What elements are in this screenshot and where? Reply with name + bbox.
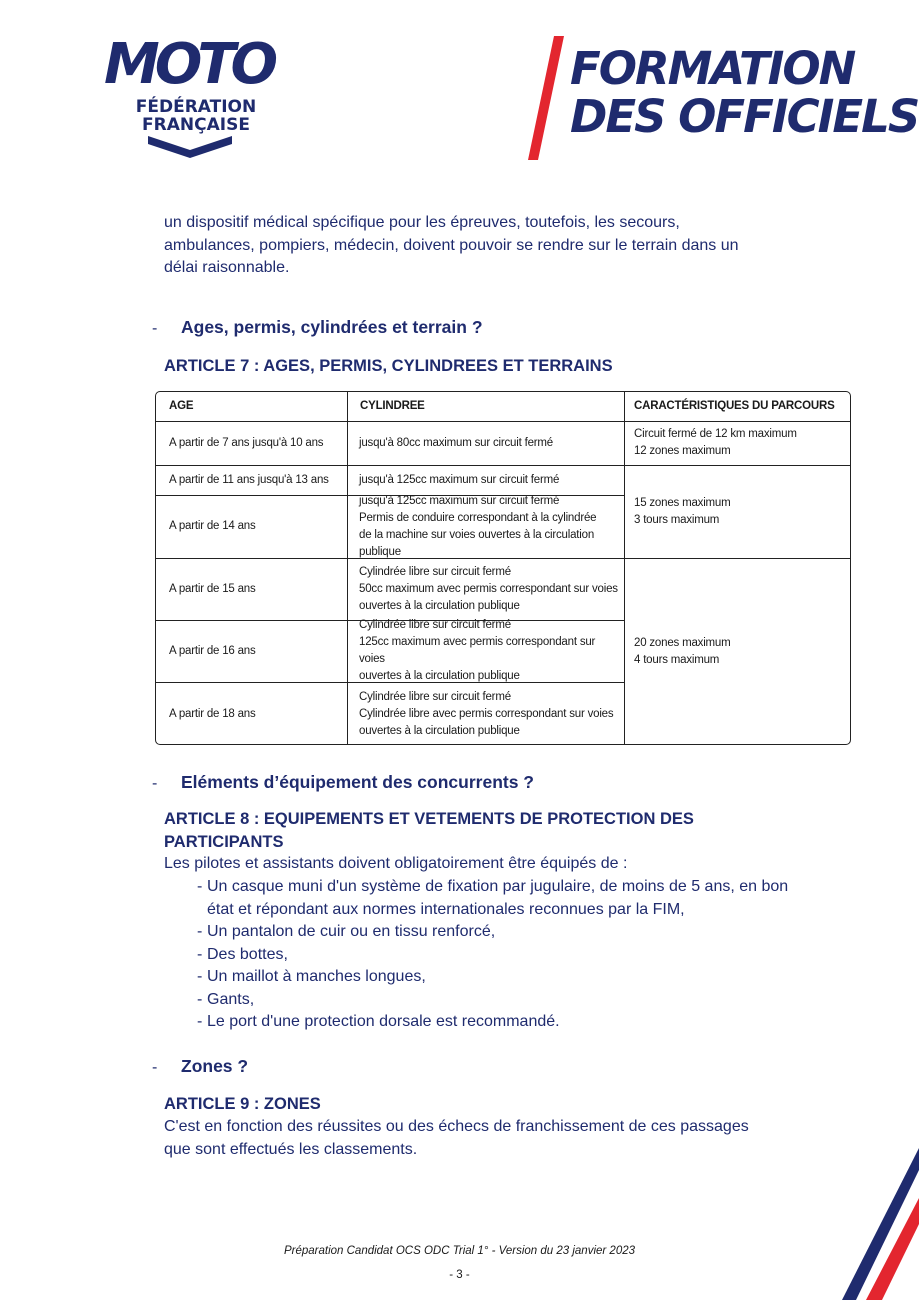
article-8-title-line: ARTICLE 8 : EQUIPEMENTS ET VETEMENTS DE PROTECTION DES xyxy=(164,810,694,828)
equipement-intro: Les pilotes et assistants doivent obligatoirement être équipés de : xyxy=(164,855,628,872)
list-item: - Des bottes, xyxy=(197,944,817,967)
question-text: Zones ? xyxy=(181,1056,249,1076)
logo-chevron-icon xyxy=(148,136,232,158)
cylindree-line: jusqu'à 125cc maximum sur circuit fermé xyxy=(359,473,560,486)
article-8-title xyxy=(164,808,804,853)
cylindree-line: Cylindrée libre sur circuit fermé xyxy=(359,565,511,578)
equipement-list xyxy=(197,876,817,1034)
cylindree-line: jusqu'à 80cc maximum sur circuit fermé xyxy=(359,436,553,449)
logo-officiels-text: DES OFFICIELS xyxy=(570,90,919,143)
question-text: Ages, permis, cylindrées et terrain ? xyxy=(181,317,483,337)
ffm-logo xyxy=(104,34,276,158)
cylindree-line: ouvertes à la circulation publique xyxy=(359,724,520,737)
parcours-cell xyxy=(624,558,851,745)
corner-stripes-icon xyxy=(840,1148,919,1300)
section-question-zones xyxy=(152,1056,248,1077)
zones-paragraph xyxy=(164,1116,824,1161)
list-item: - Le port d'une protection dorsale est recommandé. xyxy=(197,1011,817,1034)
cylindree-line: ouvertes à la circulation publique xyxy=(359,670,520,682)
section-question-equipement xyxy=(152,772,534,793)
cylindree-cell xyxy=(347,620,624,682)
cylindree-cell xyxy=(347,465,624,495)
intro-line: un dispositif médical spécifique pour les épreuves, toutefois, les secours, xyxy=(164,214,680,231)
parcours-cell xyxy=(624,465,851,558)
header-cylindree: CYLINDREE xyxy=(360,400,425,412)
ages-permis-table xyxy=(155,391,851,745)
article-8-title-line: PARTICIPANTS xyxy=(164,832,284,851)
parcours-line: 20 zones maximum xyxy=(634,637,731,649)
age-cell: A partir de 15 ans xyxy=(169,582,256,595)
article-7-title: ARTICLE 7 : AGES, PERMIS, CYLINDREES ET TERRAINS xyxy=(164,357,613,375)
parcours-line: Circuit fermé de 12 km maximum xyxy=(634,428,797,440)
intro-paragraph xyxy=(164,212,824,280)
zones-line: que sont effectués les classements. xyxy=(164,1140,418,1158)
cylindree-cell xyxy=(347,558,624,620)
age-cell: A partir de 11 ans jusqu'à 13 ans xyxy=(169,473,329,486)
page-number: - 3 - xyxy=(449,1269,470,1281)
cylindree-line: Cylindrée libre avec permis correspondant sur voies xyxy=(359,707,614,720)
bullet-dash: - xyxy=(152,775,158,792)
list-item: - Un maillot à manches longues, xyxy=(197,966,817,989)
article-9-title: ARTICLE 9 : ZONES xyxy=(164,1095,321,1113)
header-age: AGE xyxy=(169,400,194,412)
logo-francaise-text: FRANÇAISE xyxy=(142,115,250,135)
list-item: - Un pantalon de cuir ou en tissu renforcé, xyxy=(197,921,817,944)
cylindree-line: Permis de conduire correspondant à la cylindrée xyxy=(359,511,597,524)
cylindree-cell xyxy=(347,682,624,745)
cylindree-line: ouvertes à la circulation publique xyxy=(359,599,520,612)
bullet-dash: - xyxy=(152,1059,158,1076)
parcours-line: 15 zones maximum xyxy=(634,496,731,509)
cylindree-cell xyxy=(347,421,624,465)
age-cell: A partir de 16 ans xyxy=(169,644,256,657)
intro-line: ambulances, pompiers, médecin, doivent pouvoir se rendre sur le terrain dans un xyxy=(164,236,739,254)
cylindree-line: jusqu'à 125cc maximum sur circuit fermé xyxy=(359,494,560,507)
logo-formation-text: FORMATION xyxy=(570,42,855,95)
cylindree-line: Cylindrée libre sur circuit fermé xyxy=(359,619,511,631)
formation-officiels-logo xyxy=(528,36,919,160)
footer-version: Préparation Candidat OCS ODC Trial 1° - Version du 23 janvier 2023 xyxy=(283,1245,636,1257)
zones-line: C'est en fonction des réussites ou des échecs de franchissement de ces passages xyxy=(164,1118,749,1135)
cylindree-line: de la machine sur voies ouvertes à la circulation publique xyxy=(359,528,595,558)
parcours-cell xyxy=(624,421,851,465)
cylindree-line: Cylindrée libre sur circuit fermé xyxy=(359,690,511,703)
age-cell: A partir de 14 ans xyxy=(169,520,256,532)
cylindree-line: 125cc maximum avec permis correspondant sur voies xyxy=(359,636,596,665)
parcours-line: 12 zones maximum xyxy=(634,445,731,457)
cylindree-line: 50cc maximum avec permis correspondant sur voies xyxy=(359,582,618,595)
bullet-dash: - xyxy=(152,320,158,337)
red-slash-icon xyxy=(528,36,568,160)
parcours-line: 3 tours maximum xyxy=(634,513,720,526)
section-question-ages xyxy=(152,317,483,338)
age-cell: A partir de 7 ans jusqu'à 10 ans xyxy=(169,436,324,449)
list-item: - Gants, xyxy=(197,989,817,1012)
list-item: - Un casque muni d'un système de fixation par jugulaire, de moins de 5 ans, en bon état et répondant aux normes internationales reconnues par la FIM, xyxy=(197,876,817,921)
logo-moto-word: MOTO xyxy=(104,32,274,97)
question-text: Eléments d’équipement des concurrents ? xyxy=(181,772,534,792)
parcours-line: 4 tours maximum xyxy=(634,654,720,666)
cylindree-cell xyxy=(347,495,624,558)
intro-line: délai raisonnable. xyxy=(164,259,290,276)
logo-federation-text: FÉDÉRATION xyxy=(135,97,257,117)
header-parcours: CARACTÉRISTIQUES DU PARCOURS xyxy=(634,400,835,412)
age-cell: A partir de 18 ans xyxy=(169,707,256,720)
